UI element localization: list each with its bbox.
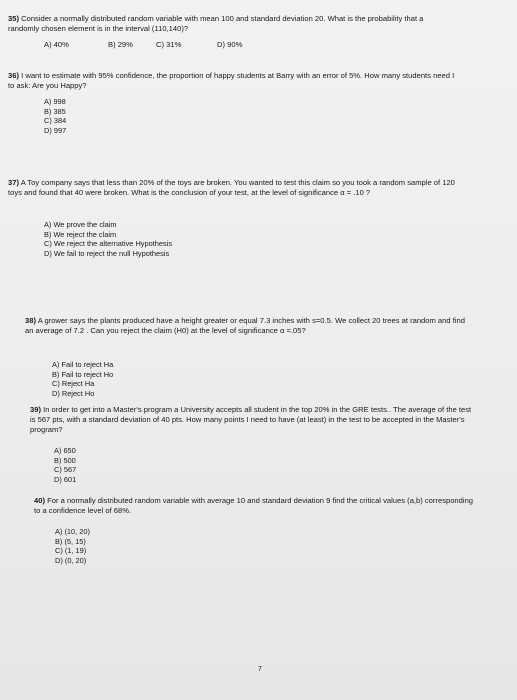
question-number: 37)	[8, 178, 19, 187]
question-number: 39)	[30, 405, 41, 414]
question-text: For a normally distributed random variable with average 10 and standard deviation 9 find the critical values (a,b) corresponding to a confidence level of 68%.	[34, 496, 474, 515]
option: C) (1, 19)	[55, 546, 87, 556]
option: D) 997	[44, 125, 67, 135]
question-35	[8, 14, 456, 34]
option: A) (10, 20)	[55, 527, 90, 536]
option: D) 90%	[217, 40, 243, 49]
option: C) Reject Ha	[52, 379, 95, 389]
question-number: 40)	[34, 496, 45, 505]
option: A) 650	[54, 446, 76, 455]
question-37	[8, 178, 460, 198]
question-text: In order to get into a Master's program a University accepts all student in the top 20% in the GRE tests.. The average of the test is 567 pts, with a standard deviation of 40 pts. How many points I need to have (at least) in the test to be accepted in the Master's program?	[30, 405, 472, 434]
option: C) 384	[44, 116, 67, 126]
question-number: 35)	[8, 14, 19, 23]
question-number: 36)	[8, 71, 19, 80]
options-39	[54, 446, 76, 484]
option: A) 998	[44, 97, 66, 106]
option: B) 500	[54, 455, 76, 465]
option: B) 29%	[108, 40, 133, 49]
option: B) 385	[44, 106, 66, 116]
option: D) (0, 20)	[55, 555, 87, 565]
options-37	[44, 220, 172, 258]
option: B) (5, 15)	[55, 536, 86, 546]
option: B) Fail to reject Ho	[52, 369, 114, 379]
option: D) Reject Ho	[52, 388, 95, 398]
options-38	[52, 360, 113, 398]
page-number: 7	[258, 666, 262, 673]
question-39	[30, 405, 475, 435]
question-38	[25, 316, 465, 336]
option: D) We fail to reject the null Hypothesis	[44, 248, 170, 258]
option: A) Fail to reject Ha	[52, 360, 114, 369]
option: D) 601	[54, 474, 77, 484]
question-text: Consider a normally distributed random variable with mean 100 and standard deviation 20. What is the probability that a randomly chosen element is in the interval (110,140)?	[8, 14, 424, 33]
option: A) 40%	[44, 40, 69, 49]
options-35	[44, 40, 242, 49]
option: B) We reject the claim	[44, 229, 117, 239]
option: C) We reject the alternative Hypothesis	[44, 239, 173, 249]
options-36	[44, 97, 66, 135]
option: A) We prove the claim	[44, 220, 117, 229]
options-40	[55, 527, 90, 565]
question-number: 38)	[25, 316, 36, 325]
question-text: A grower says the plants produced have a height greater or equal 7.3 inches with s=0.5. We collect 20 trees at random and find an average of 7.2 . Can you reject the claim (H0) at the level of significance α =.05?	[25, 316, 465, 335]
option: C) 567	[54, 465, 77, 475]
question-40	[34, 496, 474, 516]
question-text: I want to estimate with 95% confidence, the proportion of happy students at Barry with an error of 5%. How many students need I to ask: Are you Happy?	[8, 71, 455, 90]
question-text: A Toy company says that less than 20% of the toys are broken. You wanted to test this claim so you took a random sample of 120 toys and found that 40 were broken. What is the conclusion of your test, at the level of significance α = .10 ?	[8, 178, 455, 197]
option: C) 31%	[156, 40, 182, 49]
question-36	[8, 71, 456, 91]
